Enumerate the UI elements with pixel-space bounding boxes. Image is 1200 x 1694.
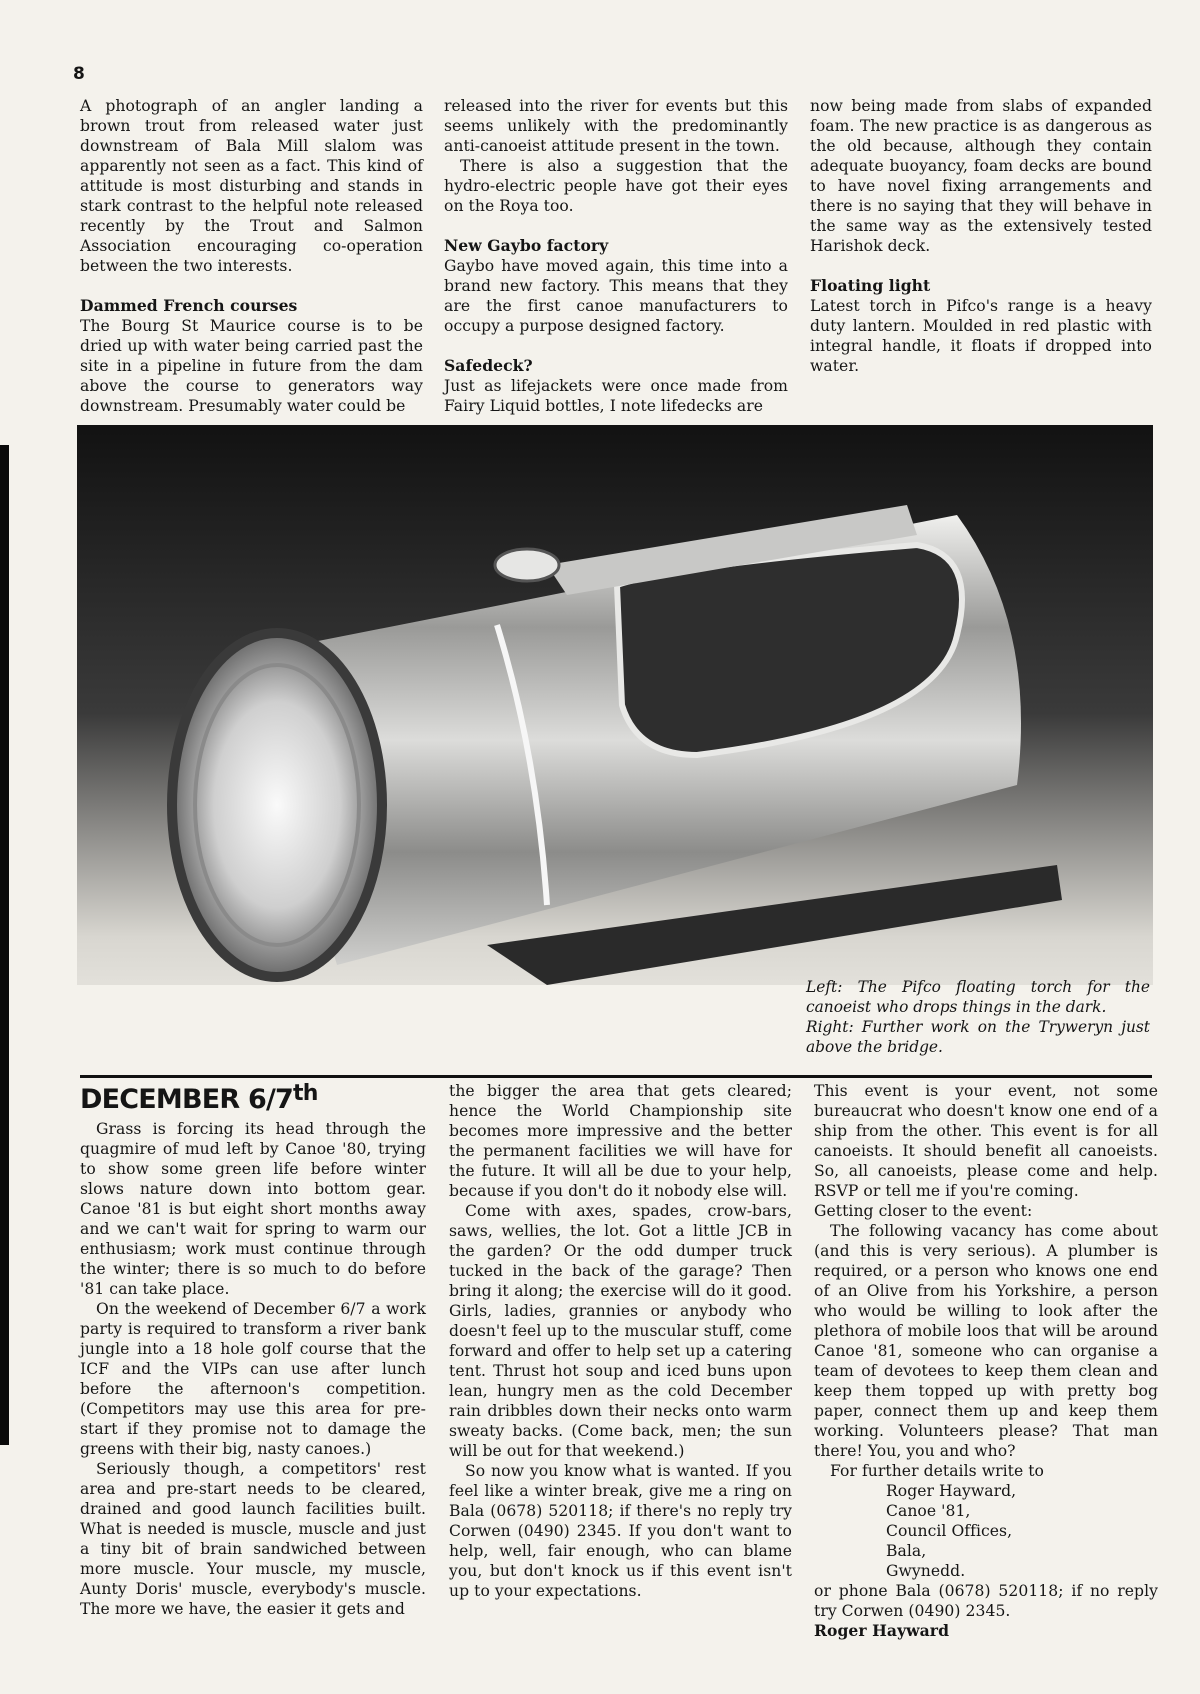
paragraph: Just as lifejackets were once made from Fairy Liquid bottles, I note lifedecks are <box>444 377 788 415</box>
paragraph: The Bourg St Maurice course is to be dried up with water being carried past the site in a pipeline in future from the dam above the course to generators way downstream. Presumably water could be <box>80 317 423 415</box>
paragraph: the bigger the area that gets cleared; hence the World Championship site becomes more impressive and the better the permanent facilities we will have for the future. It will all be due to your help, because if you don't do it nobody else will. <box>449 1082 792 1200</box>
news-column-2 <box>444 96 788 416</box>
page-spine-shadow <box>0 445 9 1445</box>
photo-caption <box>806 977 1150 1057</box>
news-column-3 <box>810 96 1152 376</box>
address-line: Roger Hayward, <box>886 1482 1017 1500</box>
section-heading: Floating light <box>810 276 931 295</box>
postal-address <box>814 1481 1158 1581</box>
december-column-3 <box>814 1081 1158 1641</box>
december-column-1 <box>80 1081 426 1619</box>
paragraph: On the weekend of December 6/7 a work party is required to transform a river bank jungle into a 18 hole golf course that the ICF and the VIPs can use after lunch before the afternoon's competition. (Competitors may use this area for pre-start if they promise not to damage the greens with their big, nasty canoes.) <box>80 1300 426 1458</box>
december-column-2 <box>449 1081 792 1601</box>
paragraph: Grass is forcing its head through the quagmire of mud left by Canoe '80, trying to show some green life before winter slows nature down into bottom gear. Canoe '81 is but eight short months away and we can't wait for spring to warm our enthusiasm; work must continue through the winter; there is so much to do before '81 can take place. <box>80 1120 426 1298</box>
paragraph: For further details write to <box>830 1462 1044 1480</box>
address-line: Canoe '81, <box>886 1502 971 1520</box>
headline-suffix: th <box>293 1081 318 1106</box>
news-column-1 <box>80 96 423 416</box>
paragraph: Getting closer to the event: <box>814 1202 1033 1220</box>
paragraph: A photograph of an angler landing a brown trout from released water just downstream of Bala Mill slalom was apparently not seen as a fact. This kind of attitude is most disturbing and stands in stark contrast to the helpful note released recently by the Trout and Salmon Association encouraging co-operation between the two interests. <box>80 97 423 275</box>
paragraph: now being made from slabs of expanded foam. The new practice is as dangerous as the old because, although they contain adequate buoyancy, foam decks are bound to have novel fixing arrangements and there is no saying that they will behave in the same way as the extensively tested Harishok deck. <box>810 97 1152 255</box>
caption-line: Left: The Pifco floating torch for the canoeist who drops things in the dark. <box>806 978 1150 1016</box>
section-heading: Safedeck? <box>444 356 533 375</box>
paragraph: or phone Bala (0678) 520118; if no reply try Corwen (0490) 2345. <box>814 1582 1158 1620</box>
paragraph: There is also a suggestion that the hydro-electric people have got their eyes on the Roya too. <box>444 157 788 215</box>
paragraph: This event is your event, not some bureaucrat who doesn't know one end of a ship from the other. This event is for all canoeists. It should benefit all canoeists. So, all canoeists, please come and help. RSVP or tell me if you're coming. <box>814 1082 1158 1200</box>
paragraph: The following vacancy has come about (and this is very serious). A plumber is required, or a person who knows one end of an Olive from his Yorkshire, a person who would be willing to look after the plethora of mobile loos that will be around Canoe '81, someone who can organise a team of devotees to keep them clean and keep them topped up with pretty bog paper, connect them up and keep them working. Volunteers please? That man there! You, you and who? <box>814 1222 1158 1460</box>
section-rule <box>80 1075 1152 1078</box>
paragraph: Seriously though, a competitors' rest area and pre-start needs to be cleared, drained and good launch facilities built. What is needed is muscle, muscle and just a tiny bit of brain sandwiched between more muscle. Your muscle, my muscle, Aunty Doris' muscle, everybody's muscle. The more we have, the easier it gets and <box>80 1460 426 1618</box>
torch-photograph <box>77 425 1153 1065</box>
address-line: Gwynedd. <box>886 1562 966 1580</box>
section-heading: Dammed French courses <box>80 296 298 315</box>
page-number: 8 <box>73 64 85 84</box>
address-line: Bala, <box>886 1542 927 1560</box>
headline-text: DECEMBER 6/7 <box>80 1084 294 1115</box>
article-headline <box>80 1083 426 1119</box>
paragraph: So now you know what is wanted. If you feel like a winter break, give me a ring on Bala (0678) 520118; if there's no reply try Corwen (0490) 2345. If you don't want to help, well, fair enough, who can blame you, but don't knock us if this event isn't up to your expectations. <box>449 1462 792 1600</box>
address-line: Council Offices, <box>886 1522 1013 1540</box>
paragraph: Come with axes, spades, crow-bars, saws, wellies, the lot. Got a little JCB in the garden? Or the odd dumper truck tucked in the back of the garage? Then bring it along; the exercise will do it good. Girls, ladies, grannies or anybody who doesn't feel up to the muscular stuff, come forward and offer to help set up a catering tent. Thrust hot soup and iced buns upon lean, hungry men as the cold December rain dribbles down their necks onto warm sweaty backs. (Come back, men; the sun will be out for that weekend.) <box>449 1202 792 1460</box>
section-heading: New Gaybo factory <box>444 236 609 255</box>
paragraph: Latest torch in Pifco's range is a heavy duty lantern. Moulded in red plastic with integral handle, it floats if dropped into water. <box>810 297 1152 375</box>
paragraph: Gaybo have moved again, this time into a brand new factory. This means that they are the first canoe manufacturers to occupy a purpose designed factory. <box>444 257 788 335</box>
caption-line: Right: Further work on the Tryweryn just above the bridge. <box>806 1018 1150 1056</box>
paragraph: released into the river for events but this seems unlikely with the predominantly anti-canoeist attitude present in the town. <box>444 97 788 155</box>
author-signoff: Roger Hayward <box>814 1621 950 1640</box>
